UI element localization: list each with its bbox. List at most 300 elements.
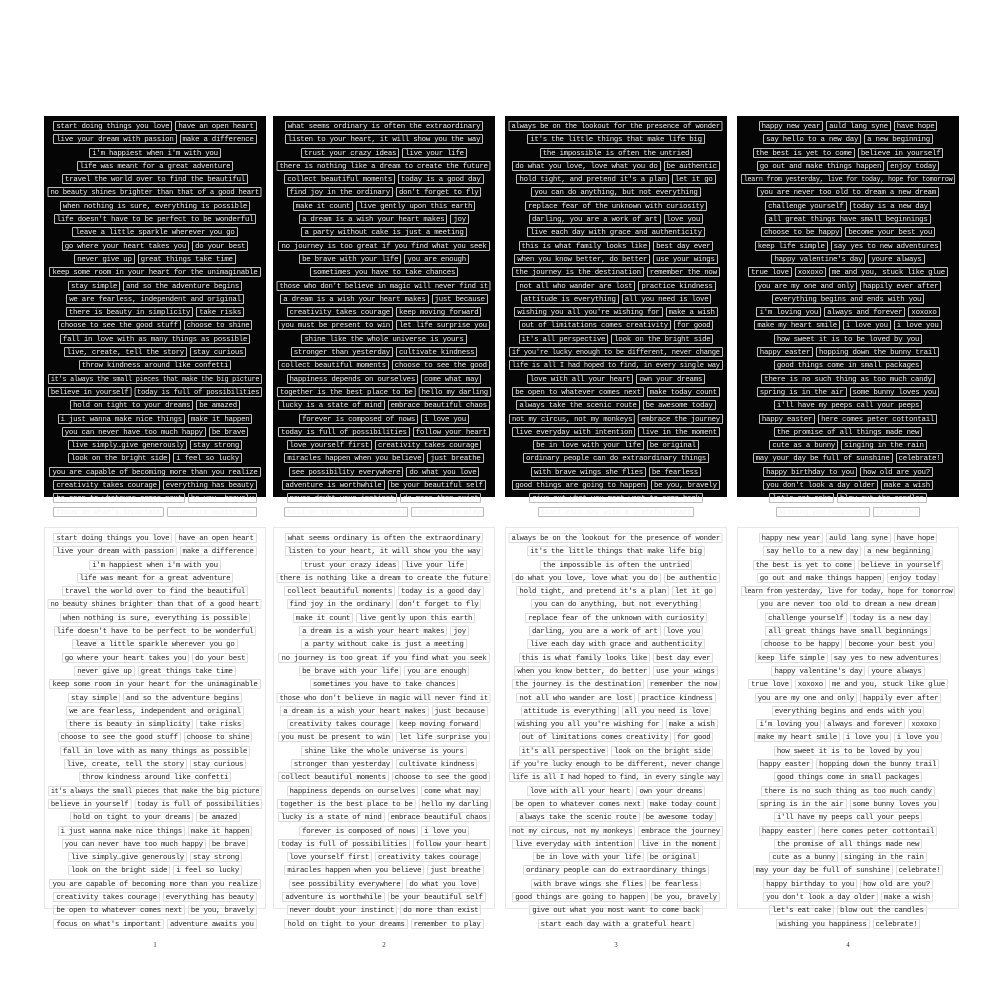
- phrase-sticker: practice kindness: [638, 281, 715, 291]
- phrase-sticker: good things are going to happen: [512, 892, 648, 902]
- phrase-row: [72, 227, 237, 237]
- phrase-list: [510, 533, 722, 932]
- phrase-sticker: i love you: [843, 732, 891, 742]
- phrase-sticker: and so the adventure begins: [123, 693, 242, 703]
- phrase-sticker: happy easter: [759, 826, 815, 836]
- phrase-row: [769, 905, 926, 915]
- phrase-sticker: it's always the small pieces that make the big picture: [48, 786, 262, 796]
- phrase-row: [74, 254, 236, 264]
- phrase-row: [757, 759, 939, 769]
- phrase-row: [291, 347, 478, 357]
- phrase-row: [527, 786, 705, 796]
- phrase-sticker: the best is yet to come: [753, 148, 855, 158]
- phrase-sticker: hold on tight to your dreams: [70, 400, 193, 410]
- phrase-sticker: true love: [748, 267, 792, 277]
- phrase-row: [540, 560, 692, 570]
- phrase-sticker: a dream is a wish your heart makes: [280, 706, 428, 716]
- phrase-sticker: when nothing is sure, everything is possible: [60, 201, 250, 211]
- phrase-row: [48, 786, 262, 796]
- phrase-row: [519, 241, 714, 251]
- phrase-sticker: attitude is everything: [521, 294, 619, 304]
- phrase-sticker: let's eat cake: [769, 493, 834, 503]
- phrase-sticker: happy birthday to you: [763, 467, 857, 477]
- phrase-sticker: go out and make things happen: [757, 161, 884, 171]
- phrase-sticker: i love you: [894, 320, 942, 330]
- phrase-sticker: stay strong: [190, 440, 242, 450]
- phrase-row: [763, 892, 933, 902]
- phrase-row: [757, 187, 939, 197]
- phrase-row: [776, 919, 921, 929]
- phrase-sticker: celebrate!: [873, 919, 921, 929]
- phrase-sticker: be brave: [209, 427, 248, 437]
- phrase-row: [278, 320, 490, 330]
- phrase-sticker: if you're lucky enough to be different, never change: [509, 347, 723, 357]
- phrase-row: [769, 440, 926, 450]
- phrase-sticker: the impossible is often the untried: [540, 560, 692, 570]
- phrase-sticker: be awesome today: [643, 400, 716, 410]
- phrase-sticker: cultivate kindness: [396, 759, 477, 769]
- phrase-sticker: collect beautiful moments: [278, 360, 389, 370]
- phrase-row: [763, 546, 933, 556]
- phrase-sticker: celebrate!: [896, 453, 944, 463]
- phrase-sticker: keep moving forward: [396, 307, 482, 317]
- phrase-sticker: always take the scenic route: [516, 812, 639, 822]
- phrase-sticker: creativity takes courage: [53, 892, 159, 902]
- phrase-sticker: darling, you are a work of art: [529, 214, 661, 224]
- phrase-sticker: have an open heart: [175, 533, 256, 543]
- phrase-sticker: today is a new day: [850, 613, 931, 623]
- phrase-row: [774, 839, 922, 849]
- phrase-sticker: happy easter: [759, 414, 815, 424]
- phrase-sticker: hold on tight to your dreams: [284, 507, 407, 517]
- phrase-sticker: never doubt your instinct: [287, 493, 398, 503]
- phrase-row: [48, 599, 262, 609]
- phrase-sticker: happy easter: [757, 347, 813, 357]
- phrase-sticker: adventure is worthwhile: [282, 480, 384, 490]
- phrase-sticker: you are never too old to dream a new dream: [757, 187, 939, 197]
- phrase-row: [519, 334, 714, 344]
- phrase-row: [512, 267, 720, 277]
- phrase-sticker: embrace the journey: [638, 826, 723, 836]
- phrase-row: [48, 387, 262, 397]
- phrase-sticker: trust your crazy ideas: [301, 148, 399, 158]
- phrase-row: [757, 799, 939, 809]
- phrase-sticker: miracles happen when you believe: [284, 453, 424, 463]
- phrase-sticker: choose to see the good: [392, 772, 490, 782]
- phrase-sticker: take risks: [196, 307, 244, 317]
- phrase-row: [68, 281, 242, 291]
- phrase-sticker: fall in love with as many things as possible: [60, 746, 250, 756]
- phrase-row: [278, 812, 490, 822]
- phrase-sticker: go out and make things happen: [757, 573, 884, 583]
- phrase-row: [89, 560, 221, 570]
- phrase-sticker: with brave wings she flies: [531, 879, 646, 889]
- phrase-sticker: a party without cake is just a meeting: [301, 227, 466, 237]
- phrase-sticker: when you know better, do better: [514, 666, 650, 676]
- phrase-row: [512, 839, 720, 849]
- phrase-sticker: be you, bravely: [188, 905, 257, 915]
- phrase-sticker: no journey is too great if you find what you seek: [278, 653, 489, 663]
- phrase-sticker: just breathe: [427, 865, 483, 875]
- phrase-sticker: let it go: [672, 174, 716, 184]
- phrase-sticker: make my heart smile: [754, 320, 840, 330]
- phrase-sticker: you are never too old to dream a new dream: [757, 599, 939, 609]
- phrase-row: [70, 400, 240, 410]
- phrase-sticker: how old are you?: [860, 467, 933, 477]
- phrase-sticker: today is full of possibilities: [134, 387, 262, 397]
- phrase-row: [277, 161, 491, 171]
- phrase-sticker: this is what family looks like: [519, 653, 651, 663]
- phrase-sticker: not all who wander are lost: [516, 693, 635, 703]
- phrase-sticker: choose to be happy: [761, 227, 842, 237]
- phrase-sticker: say hello to a new day: [763, 134, 861, 144]
- phrase-sticker: today is a good day: [398, 174, 484, 184]
- phrase-row: [66, 706, 244, 716]
- phrase-row: [53, 533, 256, 543]
- phrase-sticker: there is nothing like a dream to create the future: [277, 161, 491, 171]
- phrase-sticker: learn from yesterday, live for today, hope for tomorrow: [741, 586, 955, 596]
- phrase-sticker: be your beautiful self: [388, 480, 486, 490]
- phrase-sticker: all you need is love: [622, 706, 712, 716]
- phrase-sticker: be authentic: [664, 573, 720, 583]
- phrase-row: [284, 507, 483, 517]
- phrase-sticker: i feel so lucky: [173, 865, 242, 875]
- phrase-sticker: those who don't believe in magic will never find it: [277, 281, 491, 291]
- phrase-sticker: forever is composed of nows: [299, 414, 418, 424]
- phrase-sticker: attitude is everything: [521, 706, 619, 716]
- phrase-sticker: not my circus, not my monkeys: [509, 414, 635, 424]
- phrase-sticker: wishing you happiness: [776, 919, 870, 929]
- phrase-row: [772, 294, 924, 304]
- phrase-sticker: today is a good day: [398, 586, 484, 596]
- phrase-row: [527, 639, 705, 649]
- phrase-row: [512, 427, 720, 437]
- phrase-sticker: just breathe: [427, 453, 483, 463]
- phrase-row: [287, 599, 482, 609]
- phrase-sticker: no beauty shines brighter than that of a good heart: [48, 187, 262, 197]
- phrase-row: [765, 626, 930, 636]
- phrase-row: [48, 799, 262, 809]
- phrase-sticker: enjoy today: [887, 161, 939, 171]
- phrase-row: [759, 826, 937, 836]
- phrase-sticker: believe in yourself: [48, 799, 131, 809]
- phrase-sticker: live in the moment: [638, 839, 719, 849]
- phrase-sticker: hello my darling: [419, 387, 491, 397]
- phrase-sticker: be amazed: [196, 400, 240, 410]
- phrase-row: [278, 653, 489, 663]
- phrase-row: [512, 799, 720, 809]
- phrase-sticker: i just wanna make nice things: [58, 414, 185, 424]
- phrase-sticker: start each day with a grateful heart: [538, 919, 695, 929]
- phrase-sticker: hopping down the bunny trail: [816, 759, 939, 769]
- phrase-sticker: love with all your heart: [527, 374, 633, 384]
- phrase-row: [287, 905, 482, 915]
- phrase-sticker: happy birthday to you: [763, 879, 857, 889]
- phrase-row: [58, 732, 253, 742]
- phrase-sticker: enjoy today: [887, 573, 939, 583]
- phrase-row: [533, 440, 699, 450]
- phrase-row: [755, 281, 942, 291]
- black-sticker-sheet-2: [273, 116, 495, 517]
- phrase-sticker: be you, bravely: [651, 892, 720, 902]
- phrase-row: [53, 493, 256, 503]
- phrase-row: [79, 360, 231, 370]
- phrase-row: [277, 281, 491, 291]
- phrase-sticker: you can never have too much happy: [62, 839, 206, 849]
- phrase-row: [516, 812, 715, 822]
- phrase-sticker: all you need is love: [622, 294, 712, 304]
- sheet-number: 4: [846, 940, 850, 949]
- phrase-sticker: be brave with your life: [299, 254, 401, 264]
- phrase-sticker: celebrate!: [873, 507, 921, 517]
- phrase-sticker: become your best you: [845, 639, 935, 649]
- phrase-row: [512, 892, 720, 902]
- phrase-row: [53, 892, 256, 902]
- phrase-sticker: do your best: [192, 241, 248, 251]
- phrase-sticker: youre always: [868, 254, 924, 264]
- phrase-sticker: for good: [674, 320, 713, 330]
- phrase-sticker: be awesome today: [643, 812, 716, 822]
- phrase-row: [519, 653, 714, 663]
- phrase-row: [757, 387, 939, 397]
- phrase-row: [521, 706, 712, 716]
- phrase-row: [769, 852, 926, 862]
- phrase-sticker: remember the now: [647, 267, 720, 277]
- phrase-sticker: remember the now: [647, 679, 720, 689]
- phrase-sticker: the best is yet to come: [753, 560, 855, 570]
- phrase-row: [519, 732, 714, 742]
- phrase-row: [514, 719, 717, 729]
- phrase-sticker: everything begins and ends with you: [772, 294, 924, 304]
- phrase-sticker: use your wings: [653, 254, 718, 264]
- phrase-sticker: love you: [664, 626, 703, 636]
- phrase-sticker: you can never have too much happy: [62, 427, 206, 437]
- phrase-sticker: happiness depends on ourselves: [287, 374, 419, 384]
- phrase-row: [278, 732, 490, 742]
- phrase-sticker: replace fear of the unknown with curiosity: [525, 613, 707, 623]
- phrase-sticker: be open to whatever comes next: [512, 387, 644, 397]
- phrase-sticker: a new beginning: [864, 546, 933, 556]
- phrase-sticker: best day ever: [653, 241, 713, 251]
- phrase-sticker: do what you love, love what you do: [512, 161, 660, 171]
- phrase-sticker: me and you, stuck like glue: [829, 267, 948, 277]
- phrase-sticker: shine like the whole universe is yours: [301, 334, 466, 344]
- phrase-sticker: today is full of possibilities: [278, 427, 410, 437]
- phrase-sticker: live everyday with intention: [512, 427, 635, 437]
- phrase-sticker: choose to see the good: [392, 360, 490, 370]
- phrase-row: [284, 919, 483, 929]
- phrase-sticker: do what you love, love what you do: [512, 573, 660, 583]
- phrase-sticker: you don't look a day older: [763, 892, 878, 902]
- phrase-sticker: how old are you?: [860, 879, 933, 889]
- phrase-row: [757, 161, 939, 171]
- phrase-sticker: believe in yourself: [858, 148, 944, 158]
- phrase-sticker: cute as a bunny: [769, 852, 838, 862]
- phrase-sticker: a dream is a wish your heart makes: [299, 626, 447, 636]
- phrase-sticker: you can do anything, but not everything: [531, 187, 700, 197]
- phrase-sticker: collect beautiful moments: [284, 586, 395, 596]
- phrase-sticker: stay curious: [190, 347, 246, 357]
- phrase-sticker: here comes peter cottontail: [818, 414, 937, 424]
- phrase-sticker: live simply…give generously: [68, 852, 187, 862]
- phrase-row: [60, 201, 250, 211]
- phrase-sticker: stay simple: [68, 693, 120, 703]
- phrase-list: [278, 533, 490, 932]
- phrase-row: [757, 573, 939, 583]
- phrase-row: [769, 493, 926, 503]
- phrase-row: [765, 613, 931, 623]
- phrase-sticker: become your best you: [845, 227, 935, 237]
- phrase-row: [741, 174, 955, 184]
- phrase-sticker: it's the little things that make life big: [527, 546, 705, 556]
- phrase-sticker: what seems ordinary is often the extraordinary: [285, 533, 484, 543]
- phrase-row: [277, 799, 491, 809]
- phrase-sticker: me and you, stuck like glue: [829, 679, 948, 689]
- phrase-row: [66, 307, 244, 317]
- phrase-sticker: keep life simple: [755, 653, 828, 663]
- phrase-sticker: live each day with grace and authenticity: [527, 639, 705, 649]
- phrase-row: [748, 267, 948, 277]
- phrase-sticker: follow your heart: [413, 427, 490, 437]
- phrase-sticker: life is all I had hoped to find, in every single way: [509, 360, 723, 370]
- phrase-sticker: come what may: [421, 786, 481, 796]
- phrase-list: [509, 121, 723, 520]
- phrase-row: [519, 320, 714, 330]
- phrase-sticker: auld lang syne: [826, 121, 891, 131]
- phrase-sticker: the impossible is often the untried: [540, 148, 692, 158]
- phrase-sticker: how sweet it is to be loved by you: [774, 746, 922, 756]
- phrase-row: [509, 121, 723, 131]
- phrase-sticker: a party without cake is just a meeting: [301, 639, 466, 649]
- phrase-row: [299, 826, 469, 836]
- phrase-sticker: today is a new day: [850, 201, 931, 211]
- phrase-row: [53, 546, 256, 556]
- phrase-sticker: miracles happen when you believe: [284, 865, 424, 875]
- phrase-sticker: i love you: [421, 414, 469, 424]
- phrase-sticker: happy new year: [759, 121, 824, 131]
- black-sticker-sheet-3: [505, 116, 727, 517]
- phrase-sticker: live simply…give generously: [68, 440, 187, 450]
- phrase-sticker: leave a little sparkle wherever you go: [72, 639, 237, 649]
- phrase-sticker: i'll have my peeps call your peeps: [774, 812, 922, 822]
- phrase-sticker: i feel so lucky: [173, 453, 242, 463]
- phrase-sticker: all great things have small beginnings: [765, 626, 930, 636]
- phrase-sticker: there is no such thing as too much candy: [761, 374, 934, 384]
- phrase-row: [287, 852, 482, 862]
- phrase-sticker: i'm happiest when i'm with you: [89, 148, 221, 158]
- phrase-sticker: never give up: [74, 254, 134, 264]
- phrase-sticker: focus on what's important: [53, 507, 164, 517]
- phrase-sticker: here comes peter cottontail: [818, 826, 937, 836]
- phrase-sticker: the promise of all things made new: [774, 427, 922, 437]
- phrase-sticker: happy new year: [759, 533, 824, 543]
- phrase-row: [64, 759, 246, 769]
- phrase-row: [763, 134, 933, 144]
- phrase-sticker: some bunny loves you: [850, 799, 940, 809]
- phrase-sticker: be open to whatever comes next: [512, 799, 644, 809]
- phrase-sticker: collect beautiful moments: [284, 174, 395, 184]
- phrase-row: [299, 666, 469, 676]
- phrase-sticker: own your dreams: [636, 374, 705, 384]
- phrase-sticker: start doing things you love: [53, 121, 172, 131]
- phrase-row: [278, 427, 490, 437]
- phrase-sticker: collect beautiful moments: [278, 772, 389, 782]
- phrase-row: [289, 879, 480, 889]
- phrase-row: [60, 334, 250, 344]
- phrase-sticker: embrace beautiful chaos: [388, 400, 490, 410]
- phrase-row: [512, 679, 720, 689]
- phrase-sticker: replace fear of the unknown with curiosity: [525, 201, 707, 211]
- phrase-sticker: give out what you most want to come back: [529, 905, 702, 915]
- phrase-sticker: i love you: [843, 320, 891, 330]
- phrase-sticker: stay curious: [190, 759, 246, 769]
- phrase-sticker: find joy in the ordinary: [287, 599, 393, 609]
- phrase-sticker: cute as a bunny: [769, 440, 838, 450]
- phrase-sticker: follow your heart: [413, 839, 490, 849]
- phrase-sticker: be authentic: [664, 161, 720, 171]
- phrase-row: [521, 294, 712, 304]
- phrase-sticker: be fearless: [649, 467, 701, 477]
- phrase-row: [301, 639, 466, 649]
- phrase-row: [512, 161, 720, 171]
- phrase-sticker: make it happen: [188, 826, 253, 836]
- phrase-sticker: love you: [664, 214, 703, 224]
- phrase-sticker: be you, bravely: [651, 480, 720, 490]
- phrase-sticker: spring is in the air: [757, 387, 847, 397]
- phrase-sticker: you are capable of becoming more than you realize: [49, 467, 260, 477]
- phrase-row: [299, 414, 469, 424]
- phrase-sticker: live gently upon this earth: [356, 201, 475, 211]
- phrase-sticker: lucky is a state of mind: [278, 400, 384, 410]
- phrase-sticker: spring is in the air: [757, 799, 847, 809]
- phrase-sticker: the journey is the destination: [512, 267, 644, 277]
- phrase-row: [774, 427, 922, 437]
- phrase-sticker: i'll have my peeps call your peeps: [774, 400, 922, 410]
- phrase-row: [774, 812, 922, 822]
- phrase-row: [74, 666, 236, 676]
- phrase-sticker: fall in love with as many things as possible: [60, 334, 250, 344]
- phrase-row: [54, 214, 257, 224]
- phrase-sticker: go where your heart takes you: [62, 653, 189, 663]
- phrase-sticker: a new beginning: [864, 134, 933, 144]
- phrase-sticker: may your day be full of sunshine: [753, 865, 893, 875]
- phrase-row: [299, 254, 469, 264]
- phrase-sticker: it's all perspective: [519, 746, 609, 756]
- phrase-row: [285, 121, 484, 131]
- phrase-sticker: darling, you are a work of art: [529, 626, 661, 636]
- phrase-sticker: no journey is too great if you find what you seek: [278, 241, 489, 251]
- phrase-row: [285, 546, 484, 556]
- phrase-sticker: start each day with a grateful heart: [538, 507, 695, 517]
- phrase-sticker: embrace the journey: [638, 414, 723, 424]
- phrase-row: [60, 613, 250, 623]
- phrase-sticker: and so the adventure begins: [123, 281, 242, 291]
- phrase-sticker: happy easter: [757, 759, 813, 769]
- phrase-sticker: there is no such thing as too much candy: [761, 786, 934, 796]
- phrase-row: [49, 679, 260, 689]
- phrase-sticker: lucky is a state of mind: [278, 812, 384, 822]
- phrase-row: [540, 148, 692, 158]
- phrase-row: [68, 852, 242, 862]
- phrase-row: [531, 467, 701, 477]
- phrase-row: [753, 453, 944, 463]
- phrase-row: [282, 480, 485, 490]
- phrase-sticker: look on the bright side: [68, 865, 170, 875]
- phrase-row: [293, 613, 475, 623]
- phrase-row: [754, 732, 941, 742]
- phrase-row: [62, 241, 249, 251]
- phrase-row: [753, 560, 944, 570]
